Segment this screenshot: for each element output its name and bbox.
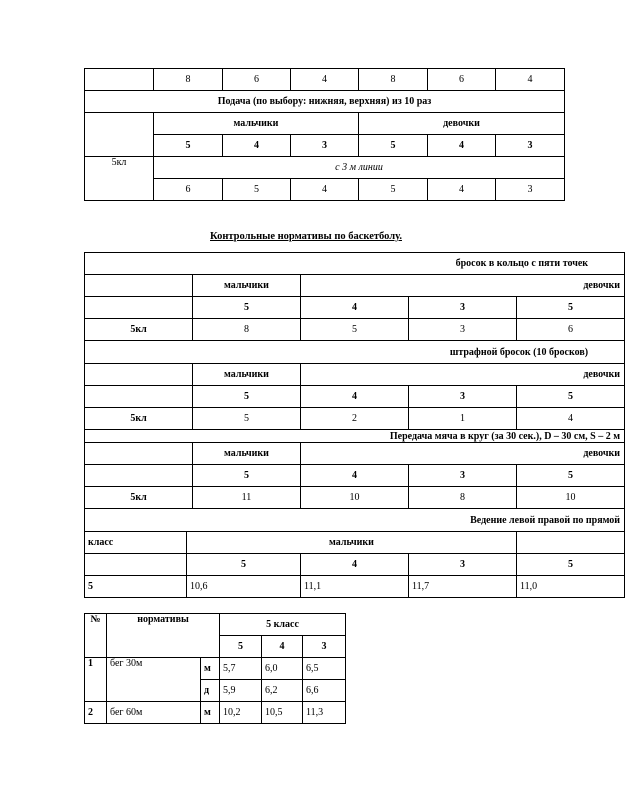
table-cell: 6,6 (303, 680, 346, 702)
sex-cell: д (201, 680, 220, 702)
table-cell: 5 (359, 179, 428, 201)
girls-header: девочки (359, 113, 565, 135)
table-cell: 4 (517, 408, 625, 430)
table-cell: 11,0 (517, 576, 625, 598)
line-note: с 3 м линии (154, 157, 565, 179)
table-cell: 11,7 (409, 576, 517, 598)
row-number: 1 (85, 658, 107, 702)
table-row (85, 554, 625, 576)
table-cell: 5 (301, 319, 409, 341)
grade-cell: 3 (291, 135, 359, 157)
table-cell: 6,2 (262, 680, 303, 702)
table-cell: 6 (517, 319, 625, 341)
basketball-heading (0, 231, 612, 242)
table-row (85, 614, 346, 636)
norms-header: нормативы (107, 614, 220, 658)
table-cell: 11,3 (303, 702, 346, 724)
boys-header: мальчики (193, 443, 301, 465)
table-row (85, 319, 625, 341)
table-cell: 4 (291, 179, 359, 201)
class-label: 5кл (85, 157, 154, 201)
table-row (85, 364, 625, 386)
table-row (85, 576, 625, 598)
table-row (85, 135, 565, 157)
sex-cell: м (201, 702, 220, 724)
row-number: 2 (85, 702, 107, 724)
table-row (85, 509, 625, 532)
table-cell: 4 (496, 69, 565, 91)
norm-name: бег 60м (107, 702, 201, 724)
girls-header: девочки (301, 275, 625, 297)
table-row (85, 275, 625, 297)
class-label: 5кл (85, 408, 193, 430)
class-header: класс (85, 532, 187, 554)
table-cell: 2 (301, 408, 409, 430)
table-row (85, 443, 625, 465)
num-header: № (85, 614, 107, 658)
grade-cell: 4 (301, 465, 409, 487)
grade-cell: 3 (496, 135, 565, 157)
grade-cell: 5 (517, 465, 625, 487)
table-row (85, 253, 625, 275)
serve-norms-table (84, 68, 565, 201)
grade-cell: 4 (301, 386, 409, 408)
table-row (85, 341, 625, 364)
grade-cell: 5 (193, 465, 301, 487)
table-cell: 10,2 (220, 702, 262, 724)
table-row (85, 179, 565, 201)
boys-header: мальчики (154, 113, 359, 135)
table-cell: 8 (154, 69, 223, 91)
grade-cell: 5 (193, 297, 301, 319)
table-row (85, 408, 625, 430)
sex-cell: м (201, 658, 220, 680)
girls-header: девочки (301, 443, 625, 465)
table-cell: 11 (193, 487, 301, 509)
table-row (85, 297, 625, 319)
grade-cell: 4 (223, 135, 291, 157)
grade-cell: 3 (409, 465, 517, 487)
table-cell: 6,0 (262, 658, 303, 680)
table-cell: 10 (517, 487, 625, 509)
basketball-norms-table (84, 252, 625, 598)
table-cell: 5,7 (220, 658, 262, 680)
table-cell: 4 (428, 179, 496, 201)
section-title: Ведение левой правой по прямой (85, 509, 625, 532)
grade-cell: 5 (517, 386, 625, 408)
table-cell: 5 (193, 408, 301, 430)
table-cell: 8 (409, 487, 517, 509)
table-cell: 6 (223, 69, 291, 91)
class-label: 5кл (85, 319, 193, 341)
table-cell: 11,1 (301, 576, 409, 598)
table-cell: 5,9 (220, 680, 262, 702)
table-row (85, 386, 625, 408)
table-row (85, 91, 565, 113)
class-header: 5 класс (220, 614, 346, 636)
girls-header: девочки (301, 364, 625, 386)
table-cell: 10,5 (262, 702, 303, 724)
boys-header: мальчики (193, 364, 301, 386)
running-norms-table (84, 613, 346, 724)
table-cell: 5 (223, 179, 291, 201)
table-cell: 8 (359, 69, 428, 91)
grade-cell: 4 (262, 636, 303, 658)
grade-cell: 3 (409, 297, 517, 319)
class-value: 5 (85, 576, 187, 598)
table-cell: 8 (193, 319, 301, 341)
grade-cell: 5 (517, 554, 625, 576)
table-row (85, 658, 346, 680)
table-cell: 1 (409, 408, 517, 430)
boys-header: мальчики (187, 532, 517, 554)
grade-cell: 5 (359, 135, 428, 157)
table-cell: 3 (496, 179, 565, 201)
grade-cell: 5 (220, 636, 262, 658)
table-row (85, 430, 625, 443)
table-row (85, 487, 625, 509)
table-cell: 10,6 (187, 576, 301, 598)
serve-title: Подача (по выбору: нижняя, верхняя) из 10 раз (85, 91, 565, 113)
section-title: бросок в кольцо с пяти точек (85, 253, 625, 275)
table-row (85, 702, 346, 724)
table-row (85, 157, 565, 179)
table-cell: 6 (154, 179, 223, 201)
table-cell: 4 (291, 69, 359, 91)
grade-cell: 5 (517, 297, 625, 319)
table-cell: 6,5 (303, 658, 346, 680)
table-cell: 6 (428, 69, 496, 91)
norm-name: бег 30м (107, 658, 201, 702)
grade-cell: 5 (154, 135, 223, 157)
grade-cell: 3 (409, 554, 517, 576)
table-row (85, 69, 565, 91)
grade-cell: 5 (187, 554, 301, 576)
boys-header: мальчики (193, 275, 301, 297)
table-cell: 10 (301, 487, 409, 509)
section-title: Передача мяча в круг (за 30 сек.), D – 30 см, S – 2 м (85, 430, 625, 443)
table-row (85, 113, 565, 135)
grade-cell: 3 (303, 636, 346, 658)
table-row (85, 532, 625, 554)
class-label: 5кл (85, 487, 193, 509)
grade-cell: 4 (301, 554, 409, 576)
grade-cell: 4 (428, 135, 496, 157)
grade-cell: 5 (193, 386, 301, 408)
grade-cell: 4 (301, 297, 409, 319)
section-title: штрафной бросок (10 бросков) (85, 341, 625, 364)
table-cell: 3 (409, 319, 517, 341)
basketball-heading-text: Контрольные нормативы по баскетболу. (210, 231, 402, 242)
table-row (85, 465, 625, 487)
grade-cell: 3 (409, 386, 517, 408)
